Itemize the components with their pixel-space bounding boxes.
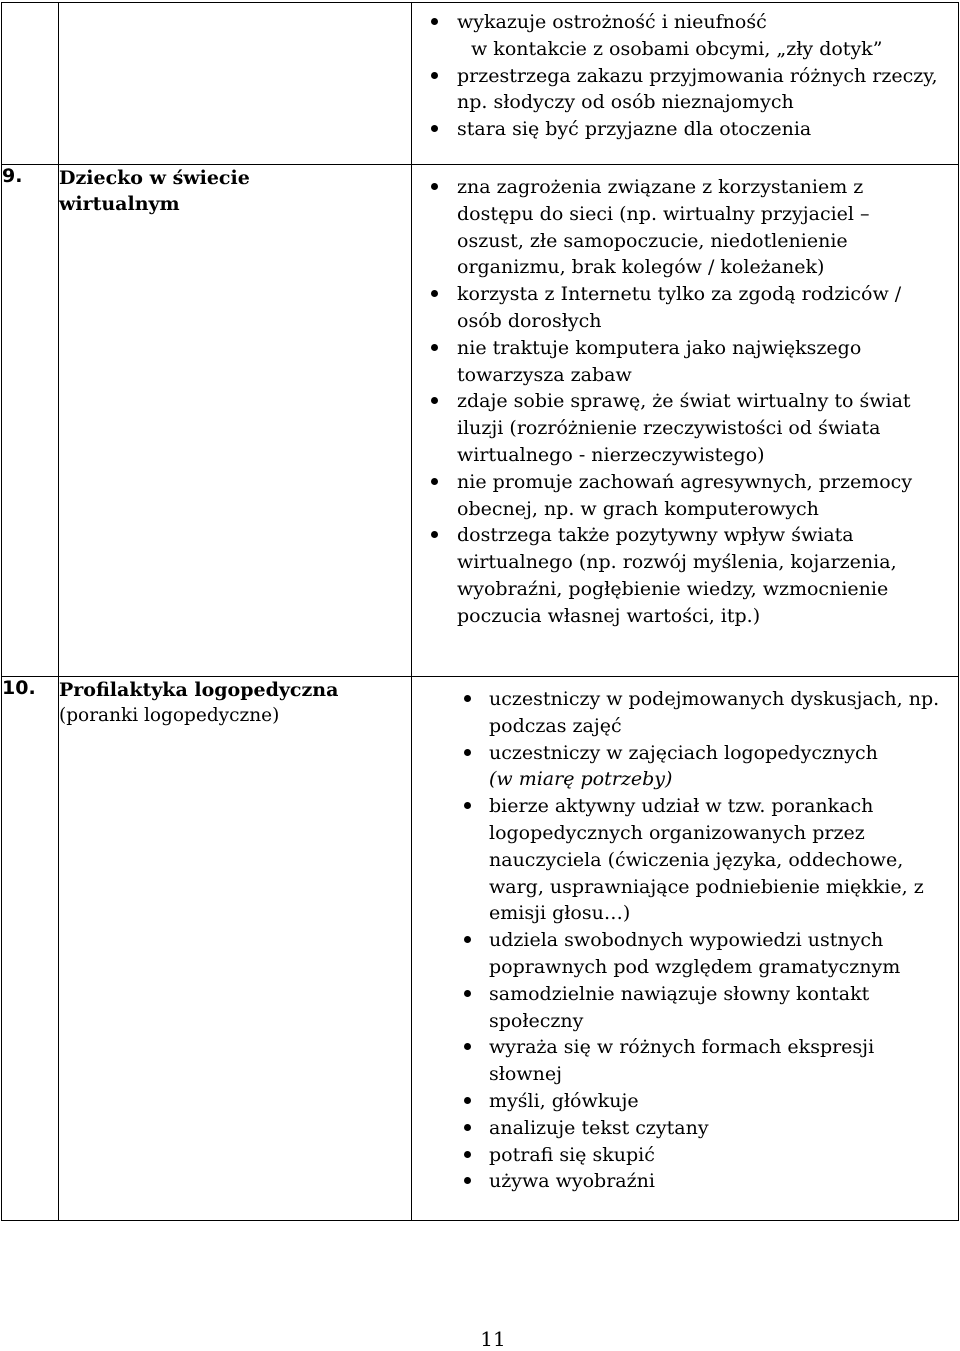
item-text: wykazuje ostrożność i nieufność bbox=[457, 11, 767, 33]
row-number: 10. bbox=[2, 677, 59, 1221]
curriculum-table bbox=[1, 2, 959, 1221]
list-item: używa wyobraźni bbox=[412, 1168, 958, 1195]
list-item: potrafi się skupić bbox=[412, 1142, 958, 1169]
outcomes-list bbox=[412, 677, 958, 1201]
list-item bbox=[412, 63, 958, 117]
list-item: uczestniczy w podejmowanych dyskusjach, np. podczas zajęć bbox=[412, 686, 958, 740]
list-item bbox=[412, 116, 958, 143]
list-item: nie traktuje komputera jako największego towarzysza zabaw bbox=[412, 335, 958, 389]
table-row-10 bbox=[2, 677, 959, 1221]
topic-title: Dziecko w świecie wirtualnym bbox=[59, 167, 250, 215]
table-row-continued bbox=[2, 3, 959, 165]
item-text: uczestniczy w zajęciach logopedycznych bbox=[489, 741, 878, 764]
list-item: zdaje sobie sprawę, że świat wirtualny to świat iluzji (rozróżnienie rzeczywistości od świata wirtualnego - nierzeczywistego) bbox=[412, 388, 958, 468]
table-row-9 bbox=[2, 165, 959, 677]
outcomes-cell bbox=[412, 165, 959, 677]
topic-cell bbox=[59, 165, 412, 677]
outcomes-list bbox=[412, 3, 958, 151]
topic-cell bbox=[59, 677, 412, 1221]
number-cell bbox=[2, 3, 59, 165]
list-item: bierze aktywny udział w tzw. porankach logopedycznych organizowanych przez nauczyciela (ćwiczenia języka, oddechowe, warg, usprawniające podniebienie miękkie, z emisji głosu…) bbox=[412, 793, 958, 927]
list-item bbox=[412, 740, 958, 794]
list-item: myśli, główkuje bbox=[412, 1088, 958, 1115]
list-item bbox=[412, 9, 958, 63]
list-item: zna zagrożenia związane z korzystaniem z dostępu do sieci (np. wirtualny przyjaciel – oszust, złe samopoczucie, niedotlenienie organizmu, brak kolegów / koleżanek) bbox=[412, 174, 958, 281]
list-item: samodzielnie nawiązuje słowny kontakt społeczny bbox=[412, 981, 958, 1035]
outcomes-list bbox=[412, 165, 958, 642]
list-item: nie promuje zachowań agresywnych, przemocy obecnej, np. w grach komputerowych bbox=[412, 469, 958, 523]
topic-subtitle: (poranki logopedyczne) bbox=[59, 705, 280, 726]
item-text: przestrzega zakazu przyjmowania różnych rzeczy, np. słodyczy od osób nieznajomych bbox=[457, 64, 938, 114]
item-note: (w miarę potrzeby) bbox=[489, 768, 673, 791]
topic-cell bbox=[59, 3, 412, 165]
item-text: stara się być przyjazne dla otoczenia bbox=[457, 118, 812, 141]
list-item: dostrzega także pozytywny wpływ świata wirtualnego (np. rozwój myślenia, kojarzenia, wyobraźni, pogłębienie wiedzy, wzmocnienie poczucia własnej wartości, itp.) bbox=[412, 522, 958, 629]
item-text: w kontakcie z osobami obcymi, „zły dotyk” bbox=[471, 37, 883, 60]
list-item: wyraża się w różnych formach ekspresji słownej bbox=[412, 1034, 958, 1088]
list-item: analizuje tekst czytany bbox=[412, 1115, 958, 1142]
page-number: 11 bbox=[480, 1327, 506, 1351]
outcomes-cell bbox=[412, 677, 959, 1221]
list-item: korzysta z Internetu tylko za zgodą rodziców / osób dorosłych bbox=[412, 281, 958, 335]
list-item: udziela swobodnych wypowiedzi ustnych poprawnych pod względem gramatycznym bbox=[412, 927, 958, 981]
topic-title: Profilaktyka logopedyczna bbox=[59, 679, 339, 701]
outcomes-cell bbox=[412, 3, 959, 165]
row-number: 9. bbox=[2, 165, 59, 677]
